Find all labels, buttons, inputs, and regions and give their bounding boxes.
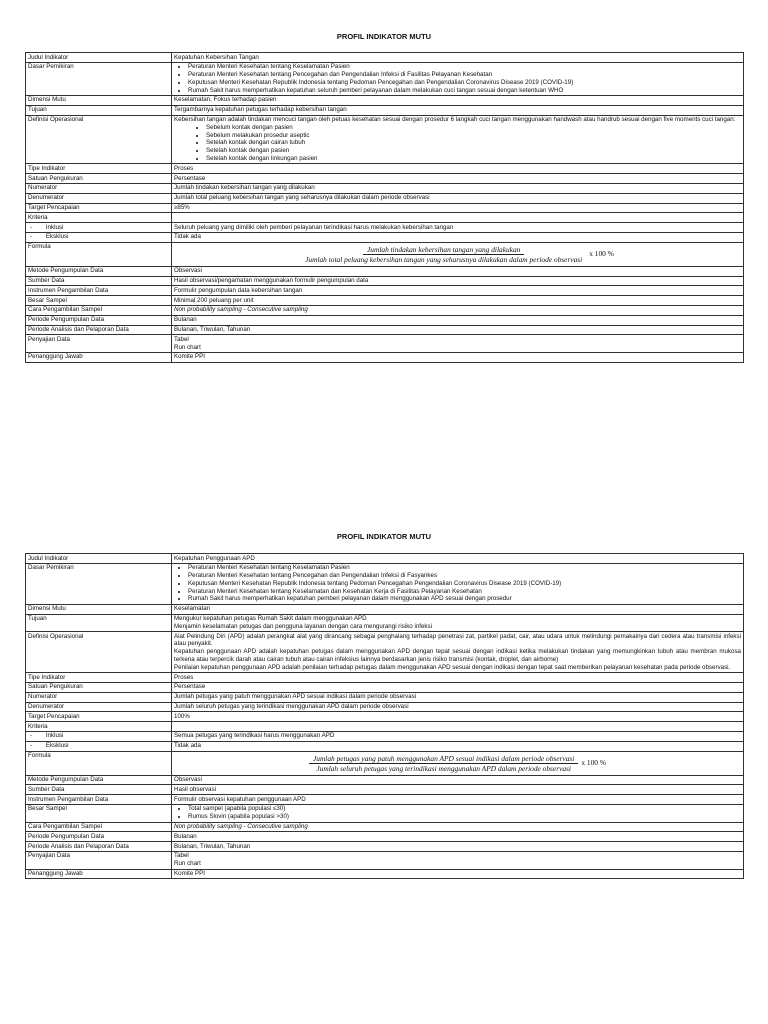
dimension-value: Keselamatan, Fokus terhadap pasien [172, 95, 744, 105]
list-item: • Setelah kontak dengan pasien [206, 147, 741, 155]
row-label: Periode Analisis dan Pelaporan Data [26, 842, 172, 852]
table-row [26, 203, 744, 213]
row-label: Periode Pengumpulan Data [26, 315, 172, 325]
instrument-value: Formulir pengumpulan data kebersihan tangan [172, 286, 744, 296]
formula-numerator: Jumlah petugas yang patuh menggunakan APD sesuai indikasi dalam periode observasi [309, 754, 578, 764]
table-row [26, 242, 744, 266]
list-item: • Peraturan Menteri Kesehatan tentang Keselamatan Pasien [188, 564, 741, 572]
table-row [26, 832, 744, 842]
definition-paragraph: Penilaian kepatuhan penggunaan APD adalah penilaian terhadap petugas dalam menggunakan APD sesuai dengan indikasi dengan tepat saat memberikan pelayanan kesehatan pada periode observasi. [174, 663, 731, 671]
purpose-value: Tergambarnya kepatuhan petugas terhadap kebersihan tangan [172, 105, 744, 115]
sample-size-list [174, 805, 741, 821]
numerator-value: Jumlah tindakan kebersihan tangan yang dilakukan [172, 183, 744, 193]
formula-value [172, 751, 744, 775]
presentation-item: Tabel [174, 335, 189, 343]
table-row [26, 785, 744, 795]
target-value: 100% [172, 712, 744, 722]
row-label: Numerator [26, 692, 172, 702]
row-label: Dimensi Mutu [26, 95, 172, 105]
analysis-period-value: Bulanan, Triwulan, Tahunan [172, 325, 744, 335]
formula-multiplier: x 100 % [581, 758, 607, 768]
table-row [26, 105, 744, 115]
row-label: Periode Pengumpulan Data [26, 832, 172, 842]
table-row [26, 741, 744, 751]
row-label: Besar Sampel [26, 804, 172, 822]
formula [174, 243, 741, 265]
table-row [26, 174, 744, 184]
table-row [26, 673, 744, 683]
list-item: • Sebelum melakukan prosedur aseptic [206, 132, 741, 140]
table-row [26, 563, 744, 604]
formula [174, 752, 741, 774]
responsible-value: Komite PPI [172, 352, 744, 362]
row-label: - Inklusi [26, 223, 172, 233]
numerator-value: Jumlah petugas yang patuh menggunakan APD sesuai indikasi dalam periode observasi [172, 692, 744, 702]
table-row [26, 352, 744, 362]
presentation-value [172, 335, 744, 353]
row-label: - Eksklusi [26, 232, 172, 242]
definition-paragraph: Kepatuhan penggunaan APD adalah kepatuhan petugas dalam menggunakan APD dengan tepat sesuai dengan indikasi ketika melakukan tindakan yang memungkinkan tubuh atau membran mukosa terkena atau terpercik darah atau cairan tubuh atau cairan infeksius lainnya berdasarkan jenis risiko transmisi (kontak, droplet, dan airborne) [174, 648, 741, 664]
table-row [26, 804, 744, 822]
table-row [26, 795, 744, 805]
table-row [26, 183, 744, 193]
row-label: Kriteria [26, 213, 172, 223]
dimension-value: Keselamatan [172, 604, 744, 614]
collection-period-value: Bulanan [172, 832, 744, 842]
exclusion-value: Tidak ada [172, 741, 744, 751]
list-item: • Setelah kontak dengan linkungan pasien [206, 155, 741, 163]
collection-period-value: Bulanan [172, 315, 744, 325]
table-row [26, 751, 744, 775]
row-label: Besar Sampel [26, 296, 172, 306]
definition-value [172, 115, 744, 164]
responsible-value: Komite PPI [172, 869, 744, 879]
inclusion-value: Seluruh peluang yang dimiliki oleh pemberi pelayanan terindikasi harus melakukan kebersihan tangan [172, 223, 744, 233]
row-label: - Eksklusi [26, 741, 172, 751]
row-label: Penanggung Jawab [26, 869, 172, 879]
row-label: Penyajian Data [26, 851, 172, 869]
unit-value: Persentase [172, 174, 744, 184]
list-item: • Total sampel (apabila populasi ≤30) [188, 805, 741, 813]
row-label: Target Pencapaian [26, 712, 172, 722]
presentation-item: Run chart [174, 343, 201, 351]
document-title: PROFIL INDIKATOR MUTU [336, 32, 432, 41]
source-value: Hasil observasi/pengamatan menggunakan formulir pengumpulan data [172, 276, 744, 286]
table-row [26, 315, 744, 325]
table-row [26, 702, 744, 712]
table-row [26, 305, 744, 315]
row-label: Penanggung Jawab [26, 352, 172, 362]
list-item: • Rumus Slovin (apabila populasi >30) [188, 813, 741, 821]
table-row [26, 193, 744, 203]
formula-numerator: Jumlah tindakan kebersihan tangan yang dilakukan [363, 245, 524, 255]
table-row [26, 232, 744, 242]
exclusion-value: Tidak ada [172, 232, 744, 242]
definition-value [172, 632, 744, 673]
row-label: Cara Pengambilan Sampel [26, 822, 172, 832]
row-label: Tipe Indikator [26, 164, 172, 174]
sample-size-value: Minimal 200 peluang per unit [172, 296, 744, 306]
table-row [26, 604, 744, 614]
formula-fraction [301, 245, 586, 264]
table-row [26, 822, 744, 832]
table-row [26, 712, 744, 722]
row-label: Judul Indikator [26, 554, 172, 564]
inclusion-value: Semua petugas yang terindikasi harus menggunakan APD [172, 731, 744, 741]
basis-list [174, 63, 741, 94]
table-row [26, 286, 744, 296]
row-label: Satuan Pengukuran [26, 174, 172, 184]
list-item: • Peraturan Menteri Kesehatan tentang Keselamatan dan Kesehatan Kerja di Fasilitas Pelayanan Kesehatan [188, 588, 741, 596]
row-label: Denumerator [26, 193, 172, 203]
table-row [26, 296, 744, 306]
presentation-item: Run chart [174, 860, 201, 868]
indicator-title-value: Kepatuhan Kebersihan Tangan [172, 53, 744, 63]
list-item: • Keputusan Menteri Kesehatan Republik Indonesia tentang Pedoman Pencegahan Pengendalian Coronavirus Disease 2019 (COVID-19) [188, 580, 741, 588]
row-label: Numerator [26, 183, 172, 193]
indicator-title-value: Kepatuhan Penggunaan APD [172, 554, 744, 564]
row-label: Satuan Pengukuran [26, 682, 172, 692]
row-label: Cara Pengambilan Sampel [26, 305, 172, 315]
basis-list [174, 564, 741, 603]
row-label: Periode Analisis dan Pelaporan Data [26, 325, 172, 335]
indicator-profile-table [25, 52, 744, 363]
table-row [26, 869, 744, 879]
denominator-value: Jumlah seluruh petugas yang terindikasi menggunakan APD dalam periode observasi [172, 702, 744, 712]
formula-denominator: Jumlah total peluang kebersihan tangan yang seharusnya dilakukan dalam periode observasi [305, 254, 583, 264]
row-label: Penyajian Data [26, 335, 172, 353]
method-value: Observasi [172, 266, 744, 276]
formula-fraction [309, 754, 578, 773]
definition-text: Kebersihan tangan adalah tindakan mencuci tangan oleh petuas kesehatan sesuai dengan prosedur 6 langkah cuci tangan menggunakan handwash atau handrub sesuai dengan five moments cuci tangan: [174, 116, 736, 124]
row-label: Denumerator [26, 702, 172, 712]
denominator-value: Jumlah total peluang kebersihan tangan yang seharusnya dilakukan dalam periode observasi [172, 193, 744, 203]
moments-list [174, 124, 741, 163]
row-label: Metode Pengumpulan Data [26, 775, 172, 785]
table-row [26, 632, 744, 673]
formula-multiplier: x 100 % [589, 249, 614, 259]
row-label: Definisi Operasional [26, 115, 172, 164]
formula-denominator: Jumlah seluruh petugas yang terindikasi menggunakan APD dalam periode observasi [316, 763, 571, 773]
row-label: Metode Pengumpulan Data [26, 266, 172, 276]
row-label: - Inklusi [26, 731, 172, 741]
table-row [26, 53, 744, 63]
row-label: Formula [26, 751, 172, 775]
table-row [26, 554, 744, 564]
row-label: Dasar Pemikiran [26, 62, 172, 95]
list-item: • Setelah kontak dengan cairan tubuh [206, 139, 741, 147]
table-row [26, 276, 744, 286]
list-item: • Keputusan Menteri Kesehatan Republik Indonesia tentang Pedoman Pencegahan dan Pengendalian Coronavirus Disease 2019 (COVID-19) [188, 79, 741, 87]
table-row [26, 731, 744, 741]
purpose-line: Menjamin keselamatan petugas dan pengguna layanan dengan cara mengurangi risiko infeksi [174, 622, 432, 630]
unit-value: Persentase [172, 682, 744, 692]
definition-paragraph: Alat Pelindung Diri (APD) adalah perangkat alat yang dirancang sebagai penghalang terhadap penetrasi zat, partikel padat, cair, atau udara untuk melindungi pemakainya dari cedera atau transmisi infeksi atau penyakit. [174, 632, 741, 648]
table-row [26, 62, 744, 95]
purpose-line: Mengukur kepatuhan petugas Rumah Sakit dalam menggunakan APD [174, 615, 367, 623]
table-row [26, 325, 744, 335]
presentation-value [172, 851, 744, 869]
list-item: • Rumah Sakit harus memperhatikan kepatuhan pemberi pelayanan dalam menggunakan APD sesuai dengan prosedur [188, 595, 741, 603]
table-row [26, 213, 744, 223]
basis-value [172, 563, 744, 604]
row-label: Dasar Pemikiran [26, 563, 172, 604]
criteria-value [172, 722, 744, 732]
row-label: Instrumen Pengambilan Data [26, 286, 172, 296]
table-row [26, 692, 744, 702]
row-label: Tujuan [26, 614, 172, 632]
type-value: Proses [172, 673, 744, 683]
method-value: Observasi [172, 775, 744, 785]
row-label: Instrumen Pengambilan Data [26, 795, 172, 805]
indicator-profile-table [25, 553, 744, 879]
list-item: • Rumah Sakit harus memperhatikan kepatuhan seluruh pemberi pelayanan dalam melakukan cuci tangan sesuai dengan ketentuan WHO [188, 87, 741, 95]
basis-value [172, 62, 744, 95]
sampling-method-value: Non probability sampling - Consecutive sampling [172, 305, 744, 315]
row-label: Sumber Data [26, 785, 172, 795]
table-row [26, 775, 744, 785]
row-label: Judul Indikator [26, 53, 172, 63]
criteria-value [172, 213, 744, 223]
sampling-method-value: Non probability sampling - Consecutive sampling [172, 822, 744, 832]
instrument-value: Formulir observasi kepatuhan penggunaan APD [172, 795, 744, 805]
type-value: Proses [172, 164, 744, 174]
list-item: • Sebelum kontak dengan pasien [206, 124, 741, 132]
table-row [26, 115, 744, 164]
target-value: ≥85% [172, 203, 744, 213]
document-title: PROFIL INDIKATOR MUTU [336, 532, 432, 541]
row-label: Kriteria [26, 722, 172, 732]
table-row [26, 682, 744, 692]
row-label: Tujuan [26, 105, 172, 115]
table-row [26, 164, 744, 174]
sample-size-value [172, 804, 744, 822]
table-row [26, 223, 744, 233]
table-row [26, 722, 744, 732]
table-row [26, 842, 744, 852]
row-label: Target Pencapaian [26, 203, 172, 213]
source-value: Hasil observasi [172, 785, 744, 795]
table-row [26, 614, 744, 632]
table-row [26, 266, 744, 276]
row-label: Dimensi Mutu [26, 604, 172, 614]
list-item: • Peraturan Menteri Kesehatan tentang Pencegahan dan Pengendalian Infeksi di Fasyankes [188, 572, 741, 580]
row-label: Definisi Operasional [26, 632, 172, 673]
row-label: Sumber Data [26, 276, 172, 286]
analysis-period-value: Bulanan, Triwulan, Tahunan [172, 842, 744, 852]
list-item: • Peraturan Menteri Kesehatan tentang Keselamatan Pasien [188, 63, 741, 71]
purpose-value [172, 614, 744, 632]
row-label: Formula [26, 242, 172, 266]
table-row [26, 851, 744, 869]
row-label: Tipe Indikator [26, 673, 172, 683]
presentation-item: Tabel [174, 852, 189, 860]
formula-value [172, 242, 744, 266]
table-row [26, 335, 744, 353]
list-item: • Peraturan Menteri Kesehatan tentang Pencegahan dan Pengendalian Infeksi di Fasilitas Pelayanan Kesehatan [188, 71, 741, 79]
table-row [26, 95, 744, 105]
